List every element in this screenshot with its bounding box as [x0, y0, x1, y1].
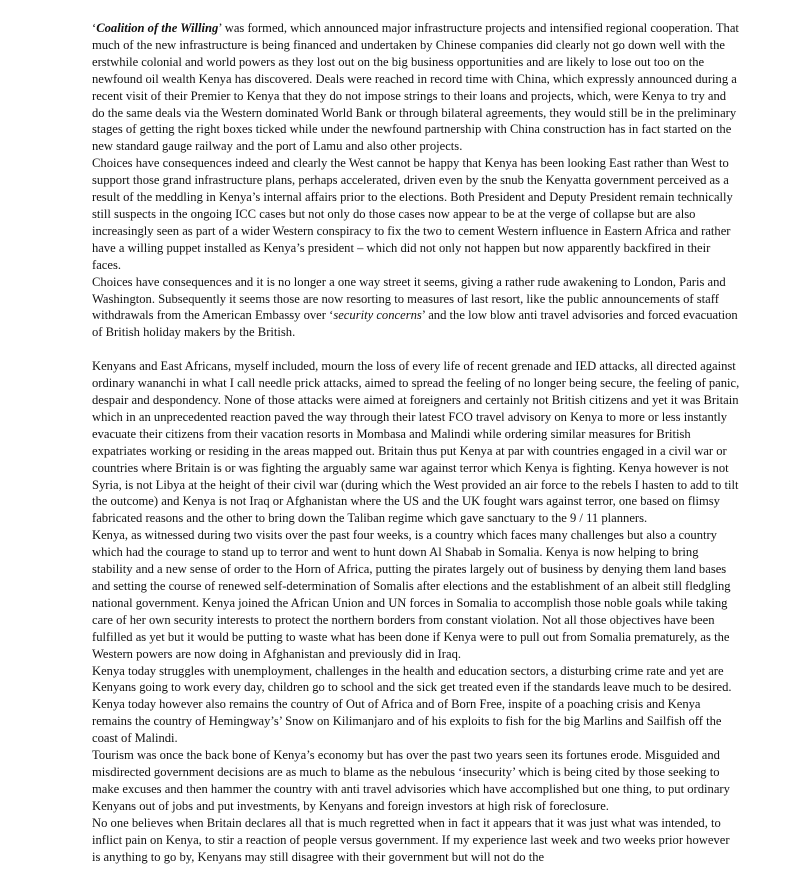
paragraph-gap [92, 341, 740, 358]
coalition-emphasis: Coalition of the Willing [96, 21, 219, 35]
paragraph-tail: ’ and the low blow anti travel advisories and forced evacuation of British holiday makers by the British. [92, 308, 738, 340]
paragraph-kenyans-mourn: Kenyans and East Africans, myself included, mourn the loss of every life of recent grenade and IED attacks, all directed against ordinary wananchi in what I call needle prick attacks, aimed to spread the feeling of no longer being secure, the feeling of panic, despair and despondency. None of those attacks were aimed at foreigners and certainly not British citizens and yet it was Britain which in an unprecedented reaction paved the way through their latest FCO travel advisory on Kenya to more or less instantly evacuate their citizens from their vacation resorts in Mombasa and Malindi while ordering similar measures for British expatriates working or residing in the areas mapped out. Britain thus put Kenya at par with countries engaged in a civil war or countries where Britain is or was fighting the arguably same war against terror which Kenya is fighting. Kenya however is not Syria, is not Libya at the height of their civil war (during which the West provided an air force to the rebels I hasten to add to tilt the outcome) and Kenya is not Iraq or Afghanistan where the US and the UK fought wars against terror, one based on flimsy fabricated reasons and the other to bring down the Taliban regime which gave sanctuary to the 9 / 11 planners. [92, 359, 740, 526]
paragraph-tourism: Tourism was once the back bone of Kenya’s economy but has over the past two years seen its fortunes erode. Misguided and misdirected government decisions are as much to blame as the nebulous ‘insecurity’ which is being cited by those seeking to make excuses and then hammer the country with anti travel advisories which have accomplished but one thing, to put ordinary Kenyans out of jobs and put investments, by Kenyans and foreign investors at high risk of foreclosure. [92, 748, 730, 813]
security-concerns-emphasis: security concerns [333, 308, 422, 323]
paragraph-text: Choices have consequences and it is no longer a one way street it seems, giving a rather rude awakening to London, Paris and Washington. Subsequently it seems those are now resorting to measures of last resort, like the public announcements of staff withdrawals from the American Embassy over ‘ [92, 274, 726, 323]
open-quote: ‘ [92, 21, 97, 35]
paragraph-choices-2 [92, 274, 740, 342]
paragraph-out-of-africa: Kenya today however also remains the country of Out of Africa and of Born Free, inspite of a poaching crisis and Kenya remains the country of Hemingway’s’ Snow on Kilimanjaro and of his exploits to fish for the big Marlins and Sailfish off the coast of Malindi. [92, 697, 722, 746]
paragraph-no-one-believes: No one believes when Britain declares all that is much regretted when in fact it appears that it was just what was intended, to inflict pain on Kenya, to stir a reaction of people versus government. If my experience last week and two weeks prior however is anything to go by, Kenyans may still disagree with their government but will not do the [92, 815, 730, 864]
paragraph-kenya-witnessed: Kenya, as witnessed during two visits over the past four weeks, is a country which faces many challenges but also a country which had the courage to stand up to terror and went to hunt down Al Shabab in Somalia. Kenya is now helping to bring stability and a new sense of order to the Horn of Africa, putting the pirates largely out of business by denying them land bases and setting the course of renewed self-determination of Somalis after elections and the establishment of an albeit still fledgling national government. Kenya joined the African Union and UN forces in Somalia to accomplish those noble goals while taking care of her own security interests to protect the northern borders from constant violation. Not all those objectives have been fulfilled as yet but it would be putting to waste what has been done if Kenya were to pull out from Somalia prematurely, as the Western powers are now doing in Afghanistan and previously did in Iraq. [92, 528, 731, 661]
paragraph-choices-1: Choices have consequences indeed and clearly the West cannot be happy that Kenya has been looking East rather than West to support those grand infrastructure plans, perhaps accelerated, driven even by the snub the Kenyatta government perceived as a result of the meddling in Kenya’s internal affairs prior to the elections. Both President and Deputy President remain technically still suspects in the ongoing ICC cases but not only do those cases now appear to be at the verge of collapse but are also increasingly seen as part of a wider Western conspiracy to fix the two to cement Western influence in Eastern Africa and rather have a willing puppet installed as Kenya’s president – which did not only not happen but now apparently backfired in their faces. [92, 156, 733, 272]
paragraph-coalition [92, 20, 740, 155]
paragraph-text: ’ was formed, which announced major infrastructure projects and intensified regional cooperation. That much of the new infrastructure is being financed and undertaken by Chinese companies did clearly not go down well with the erstwhile colonial and world powers as they lost out on the big business opportunities and are likely to lose out too on the newfound oil wealth Kenya has discovered. Deals were reached in record time with China, which expressly announced during a recent visit of their Premier to Kenya that they do not impose strings to their loans and projects, which, were Kenya to try and do the same deals via the Western dominated World Bank or through bilateral agreements, they would still be in the preliminary stages of getting the right boxes ticked while under the newfound partnership with China construction has in fact started on the new standard gauge railway and the port of Lamu and also other projects. [92, 21, 739, 154]
paragraph-kenya-struggles: Kenya today struggles with unemployment, challenges in the health and education sectors, a disturbing crime rate and yet are Kenyans going to work every day, children go to school and the sick get treated even if the standards leave much to be desired. [92, 663, 732, 695]
